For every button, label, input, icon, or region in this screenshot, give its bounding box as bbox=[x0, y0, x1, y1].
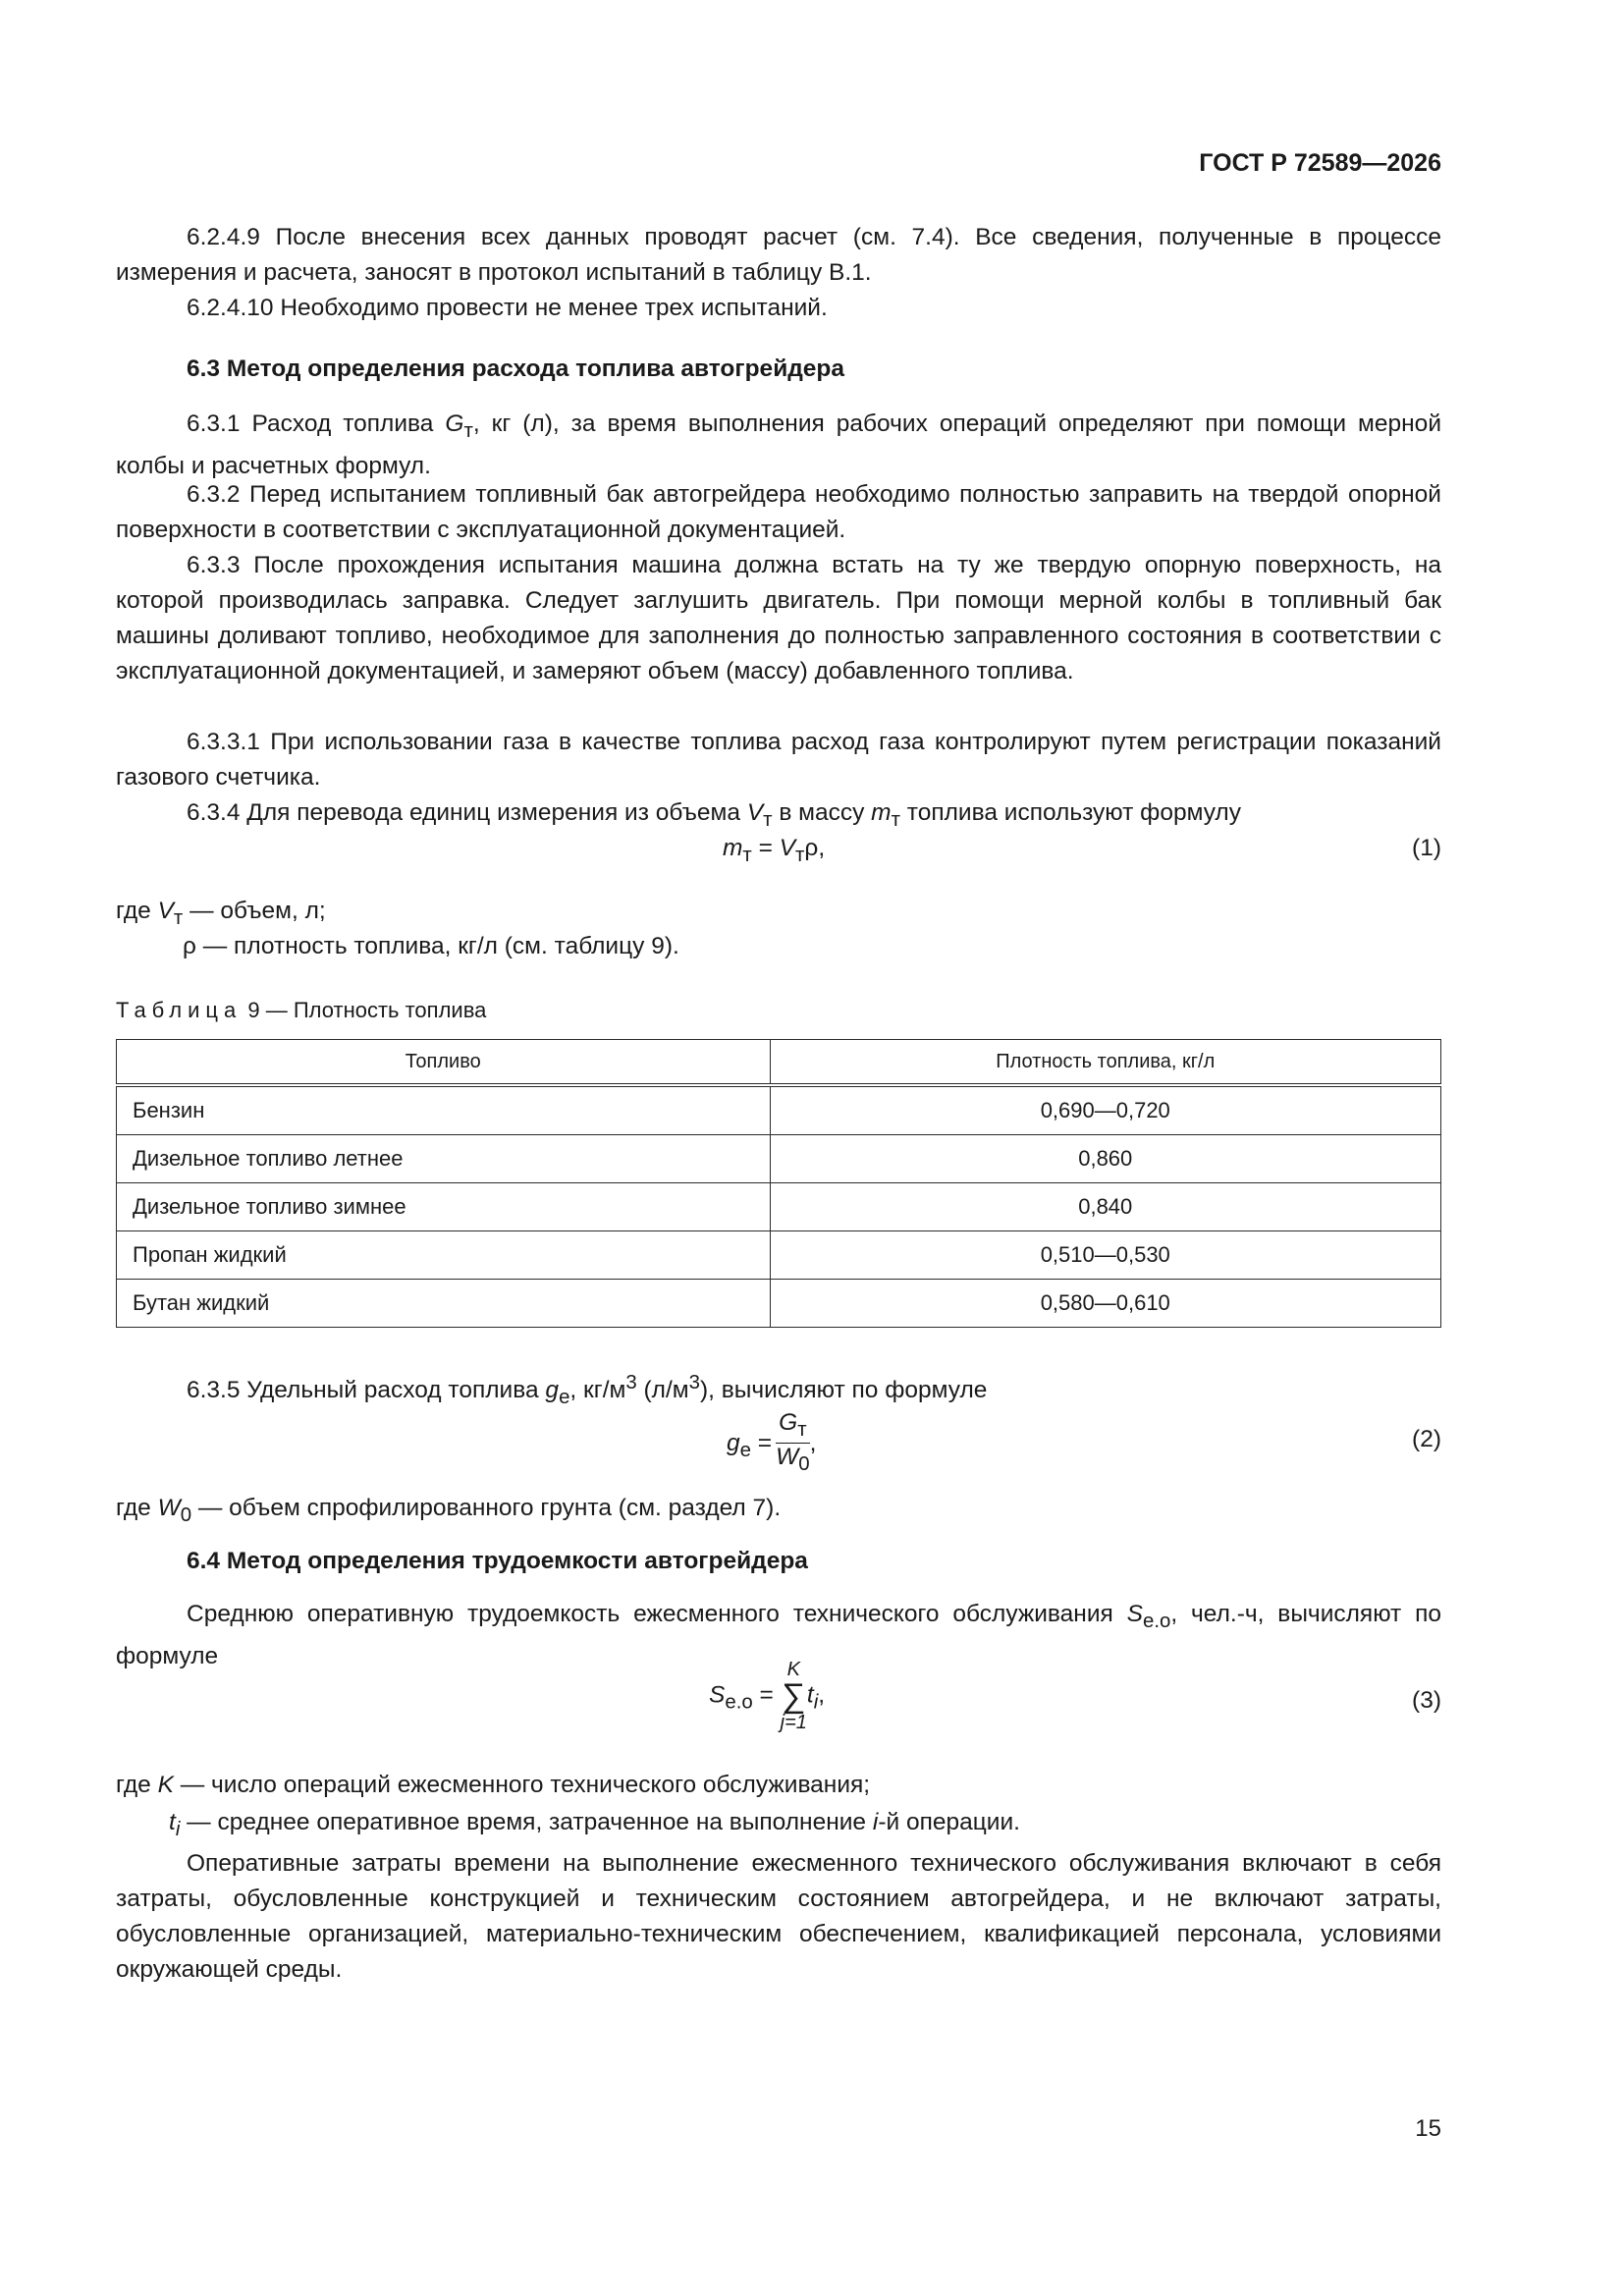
paragraph-operational-costs: Оперативные затраты времени на выполнение ежесменного технического обслуживания включают в себя затраты, обусловленные конструкцией и техническим состоянием автогрейдера, и не включают затраты, обусловленные организацией, материально-техническим обеспечением, квалификацией персонала, условиями окружающей среды. bbox=[116, 1850, 1441, 1983]
paragraph-6-3-3-1: 6.3.3.1 При использовании газа в качестве топлива расход газа контролируют путем регистрации показаний газового счетчика. bbox=[116, 729, 1441, 791]
equation-number-1: (1) bbox=[1412, 835, 1441, 861]
paragraph-6-2-4-10: 6.2.4.10 Необходимо провести не менее трех испытаний. bbox=[187, 295, 828, 321]
column-header-fuel: Топливо bbox=[117, 1040, 771, 1086]
fraction: $\frac{G_т}{W_0}$ bbox=[776, 1409, 810, 1475]
paragraph-6-2-4-9: 6.2.4.9 После внесения всех данных проводят расчет (см. 7.4). Все сведения, полученные в процессе измерения и расчета, заносят в протокол испытаний в таблицу В.1. bbox=[116, 224, 1441, 286]
density-cell: 0,510—0,530 bbox=[770, 1231, 1441, 1280]
fuel-cell: Бензин bbox=[117, 1085, 771, 1135]
document-code-header: ГОСТ Р 72589—2026 bbox=[1199, 149, 1441, 177]
table-9-caption: Таблица 9 — Плотность топлива bbox=[116, 998, 487, 1022]
formula-3: $S_{е.о}$ = K ∑ j=1 $t_i$, bbox=[709, 1659, 826, 1733]
column-header-density: Плотность топлива, кг/л bbox=[770, 1040, 1441, 1086]
paragraph-6-3-5: 6.3.5 Удельный расход топлива $g_е$, $кг/м^3$ $(л/м^3)$, вычисляют по формуле bbox=[187, 1372, 988, 1409]
density-cell: 0,840 bbox=[770, 1183, 1441, 1231]
table-row bbox=[117, 1231, 1441, 1280]
where-2-line: где $W_0$ — объем спрофилированного грунта (см. раздел 7). bbox=[116, 1495, 782, 1526]
summation-symbol: K ∑ j=1 bbox=[780, 1659, 807, 1733]
table-row bbox=[117, 1135, 1441, 1183]
where-3-line-1: где K — число операций ежесменного технического обслуживания; bbox=[116, 1772, 871, 1798]
page-number: 15 bbox=[1415, 2115, 1441, 2142]
paragraph-6-3-1: 6.3.1 Расход топлива $G_т$, кг (л), за время выполнения рабочих операций определяют при помощи мерной колбы и расчетных формул. bbox=[116, 410, 1441, 479]
density-cell: 0,580—0,610 bbox=[770, 1280, 1441, 1328]
fuel-cell: Дизельное топливо летнее bbox=[117, 1135, 771, 1183]
paragraph-6-3-2: 6.3.2 Перед испытанием топливный бак автогрейдера необходимо полностью заправить на твердой опорной поверхности в соответствии с эксплуатационной документацией. bbox=[116, 481, 1441, 543]
formula-2-row bbox=[116, 1410, 1441, 1473]
where-1-line-1: где $V_т$ — объем, л; bbox=[116, 898, 326, 929]
fuel-cell: Бутан жидкий bbox=[117, 1280, 771, 1328]
table-header-row bbox=[117, 1040, 1441, 1086]
section-6-3-title: 6.3 Метод определения расхода топлива автогрейдера bbox=[187, 355, 845, 382]
fuel-cell: Пропан жидкий bbox=[117, 1231, 771, 1280]
formula-1: $m_т = V_т\rho$, bbox=[723, 835, 826, 866]
paragraph-6-3-4: 6.3.4 Для перевода единиц измерения из объема $V_т$ в массу $m_т$ топлива используют формулу bbox=[187, 799, 1241, 831]
section-6-4-title: 6.4 Метод определения трудоемкости автогрейдера bbox=[187, 1548, 808, 1574]
table-row bbox=[117, 1085, 1441, 1135]
formula-2: $g_е$ = $\frac{G_т}{W_0}$ , bbox=[727, 1410, 816, 1478]
formula-1-row bbox=[116, 835, 1441, 874]
fuel-density-table bbox=[116, 1039, 1441, 1328]
table-row bbox=[117, 1183, 1441, 1231]
density-cell: 0,690—0,720 bbox=[770, 1085, 1441, 1135]
density-cell: 0,860 bbox=[770, 1135, 1441, 1183]
equation-number-2: (2) bbox=[1412, 1426, 1441, 1452]
where-1-line-2: ρ — плотность топлива, кг/л (см. таблицу 9). bbox=[183, 933, 679, 959]
fuel-cell: Дизельное топливо зимнее bbox=[117, 1183, 771, 1231]
paragraph-6-3-3: 6.3.3 После прохождения испытания машина должна встать на ту же твердую опорную поверхность, на которой производилась заправка. Следует заглушить двигатель. При помощи мерной колбы в топливный бак машины доливают топливо, необходимое для заполнения до полностью заправленного состояния в соответствии с эксплуатационной документацией, и замеряют объем (массу) добавленного топлива. bbox=[116, 552, 1441, 684]
paragraph-6-4-intro: Среднюю оперативную трудоемкость ежесменного технического обслуживания $S_{е.о}$, чел.-ч, вычисляют по формуле bbox=[116, 1601, 1442, 1669]
where-3-line-2: $t_i$ — среднее оперативное время, затраченное на выполнение i-й операции. bbox=[169, 1809, 1020, 1840]
formula-3-row bbox=[116, 1660, 1441, 1750]
table-row bbox=[117, 1280, 1441, 1328]
equation-number-3: (3) bbox=[1412, 1687, 1441, 1714]
